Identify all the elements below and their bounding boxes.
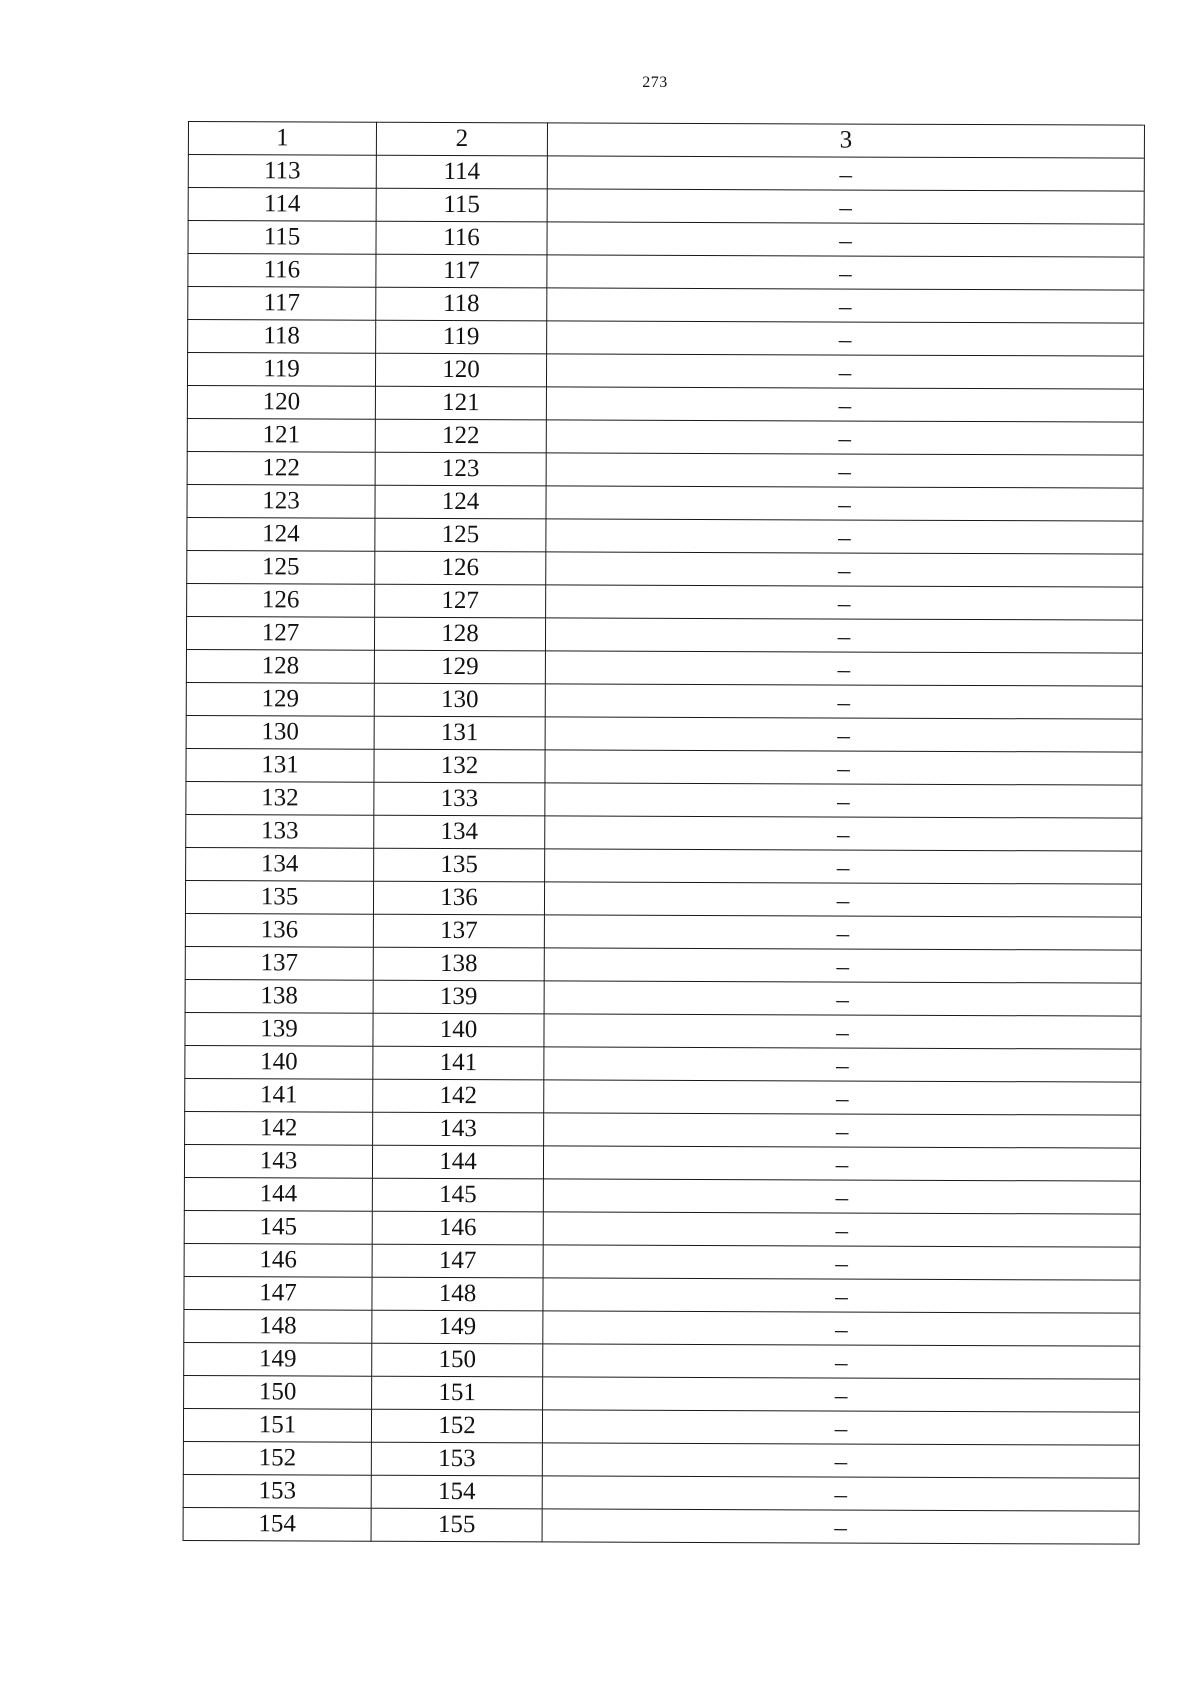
cell-col-1: 119 [187,353,375,387]
dash-mark: – [834,1415,848,1443]
table-row [187,353,1143,390]
dash-mark: – [839,260,852,288]
dash-mark: – [835,1118,849,1146]
cell-col-3 [547,222,1144,257]
cell-col-3 [543,1377,1140,1412]
cell-col-3 [545,717,1142,752]
cell-col-2: 147 [372,1244,543,1278]
table-row [186,748,1142,785]
table-row [183,1441,1139,1478]
table-row [186,847,1142,884]
table-row [188,287,1144,324]
dash-mark: – [836,1052,849,1080]
cell-col-2: 130 [374,683,545,717]
cell-col-2: 114 [376,155,547,189]
cell-col-3 [543,1344,1140,1379]
cell-col-1: 124 [187,517,375,551]
cell-col-1: 118 [188,320,376,354]
cell-col-3 [546,453,1143,488]
table-row [184,1276,1140,1313]
cell-col-2: 146 [372,1211,543,1245]
cell-col-2: 151 [372,1376,543,1410]
cell-col-2: 137 [373,914,544,948]
table-row [187,451,1143,488]
dash-mark: – [835,1151,849,1179]
dash-mark: – [837,557,851,585]
cell-col-1: 130 [186,715,374,749]
dash-mark: – [834,1514,847,1542]
cell-col-3 [544,1014,1141,1049]
table-row [186,715,1142,752]
table-row [184,1210,1140,1247]
cell-col-1: 136 [185,913,373,947]
cell-col-2: 141 [373,1046,544,1080]
cell-col-2: 123 [375,452,546,486]
cell-col-2: 150 [372,1343,543,1377]
cell-col-1: 132 [186,781,374,815]
dash-mark: – [837,656,851,684]
cell-col-2: 148 [372,1277,543,1311]
table-row [185,1012,1141,1049]
dash-mark: – [834,1382,848,1410]
cell-col-2: 135 [374,848,545,882]
cell-col-2: 128 [374,617,545,651]
cell-col-1: 144 [184,1177,372,1211]
cell-col-2: 136 [373,881,544,915]
cell-col-3 [545,816,1142,851]
cell-col-3 [545,618,1142,653]
cell-col-1: 152 [183,1441,371,1475]
table-row [184,1375,1140,1412]
cell-col-1: 154 [183,1507,371,1541]
table-row [187,385,1143,422]
table-row [188,320,1144,357]
cell-col-1: 150 [184,1375,372,1409]
dash-mark: – [837,689,851,717]
cell-col-2: 126 [375,551,546,585]
cell-col-3 [542,1476,1139,1511]
table-row [187,418,1143,455]
table-row [185,1078,1141,1115]
cell-col-1: 133 [186,814,374,848]
cell-col-1: 113 [188,155,376,189]
dash-mark: – [838,458,851,486]
cell-col-3 [544,948,1141,983]
dash-mark: – [838,524,851,552]
cell-col-3 [542,1410,1139,1445]
cell-col-3 [547,156,1144,191]
cell-col-3 [544,915,1141,950]
table-row [184,1144,1140,1181]
cell-col-2: 116 [376,221,547,255]
column-header-3: 3 [547,123,1144,158]
cell-col-3 [544,1113,1141,1148]
cell-col-2: 124 [375,485,546,519]
cell-col-3 [545,849,1142,884]
cell-col-2: 133 [374,782,545,816]
dash-mark: – [838,425,852,453]
cell-col-2: 152 [371,1409,542,1443]
table-row [184,1342,1140,1379]
table-row [186,682,1142,719]
table-body [183,122,1144,1545]
dash-mark: – [838,359,852,387]
cell-col-1: 116 [188,254,376,288]
cell-col-1: 122 [187,451,375,485]
dash-mark: – [838,326,852,354]
table-row [186,814,1142,851]
cell-col-3 [542,1509,1139,1544]
dash-mark: – [839,227,852,255]
cell-col-2: 117 [376,254,547,288]
column-header-1: 1 [188,122,376,156]
cell-col-3 [543,1311,1140,1346]
table-row [183,1474,1139,1511]
page-number: 273 [642,74,668,91]
table-header-row [188,122,1144,159]
cell-col-1: 137 [185,946,373,980]
cell-col-1: 126 [187,583,375,617]
cell-col-3 [546,519,1143,554]
cell-col-2: 129 [374,650,545,684]
cell-col-1: 123 [187,484,375,518]
cell-col-3 [545,651,1142,686]
cell-col-1: 115 [188,221,376,255]
cell-col-1: 145 [184,1210,372,1244]
cell-col-1: 128 [186,649,374,683]
cell-col-3 [547,321,1144,356]
cell-col-1: 121 [187,418,375,452]
cell-col-1: 143 [184,1144,372,1178]
cell-col-2: 119 [376,320,547,354]
cell-col-2: 134 [374,815,545,849]
cell-col-1: 120 [187,385,375,419]
dash-mark: – [836,821,850,849]
dash-mark: – [835,1217,849,1245]
dash-mark: – [836,1019,849,1047]
cell-col-1: 147 [184,1276,372,1310]
cell-col-3 [543,1245,1140,1280]
cell-col-2: 140 [373,1013,544,1047]
column-header-2: 2 [376,122,547,156]
table-row [183,1408,1139,1445]
dash-mark: – [834,1481,848,1509]
dash-mark: – [834,1448,848,1476]
cell-col-2: 138 [373,947,544,981]
table-row [185,1045,1141,1082]
cell-col-1: 139 [185,1012,373,1046]
cell-col-3 [547,255,1144,290]
cell-col-2: 154 [371,1475,542,1509]
dash-mark: – [837,590,851,618]
cell-col-3 [543,1179,1140,1214]
table-row [188,221,1144,258]
cell-col-2: 145 [372,1178,543,1212]
cell-col-1: 153 [183,1474,371,1508]
cell-col-3 [543,1146,1140,1181]
dash-mark: – [835,1250,848,1278]
dash-mark: – [838,392,852,420]
dash-mark: – [837,755,850,783]
cell-col-3 [547,189,1144,224]
cell-col-3 [546,387,1143,422]
cell-col-3 [545,750,1142,785]
cell-col-2: 125 [375,518,546,552]
cell-col-3 [547,288,1144,323]
table-row [185,1111,1141,1148]
cell-col-2: 143 [373,1112,544,1146]
cell-col-1: 140 [185,1045,373,1079]
cell-col-2: 131 [374,716,545,750]
cell-col-3 [543,1278,1140,1313]
cell-col-1: 149 [184,1342,372,1376]
dash-mark: – [837,623,851,651]
cell-col-1: 134 [186,847,374,881]
cell-col-2: 120 [375,353,546,387]
cell-col-3 [542,1443,1139,1478]
dash-mark: – [836,854,850,882]
cell-col-1: 141 [185,1078,373,1112]
cell-col-1: 114 [188,188,376,222]
dash-mark: – [836,953,850,981]
cell-col-1: 146 [184,1243,372,1277]
cell-col-3 [546,552,1143,587]
dash-mark: – [837,722,850,750]
dash-mark: – [835,1316,848,1344]
table-row [187,550,1143,587]
dash-mark: – [835,1184,849,1212]
cell-col-2: 142 [373,1079,544,1113]
dash-mark: – [835,1085,849,1113]
cell-col-1: 135 [185,880,373,914]
cell-col-2: 149 [372,1310,543,1344]
cell-col-2: 155 [371,1508,542,1542]
cell-col-2: 132 [374,749,545,783]
cell-col-3 [546,354,1143,389]
cell-col-1: 138 [185,979,373,1013]
dash-mark: – [836,887,850,915]
cell-col-2: 139 [373,980,544,1014]
cell-col-3 [545,783,1142,818]
table-row [187,583,1143,620]
cell-col-1: 127 [186,616,374,650]
cell-col-3 [546,420,1143,455]
table-row [185,979,1141,1016]
table-row [184,1177,1140,1214]
table-row [188,254,1144,291]
cell-col-3 [544,1080,1141,1115]
dash-mark: – [834,1349,848,1377]
dash-mark: – [835,1283,848,1311]
table-row [185,913,1141,950]
cell-col-1: 125 [187,550,375,584]
cell-col-1: 151 [183,1408,371,1442]
table-row [187,484,1143,521]
table-row [186,781,1142,818]
table-row [188,155,1144,192]
table-row [184,1309,1140,1346]
table-row [185,880,1141,917]
table-row [186,616,1142,653]
dash-mark: – [838,491,851,519]
cell-col-1: 129 [186,682,374,716]
cell-col-1: 131 [186,748,374,782]
dash-mark: – [838,293,852,321]
cell-col-1: 148 [184,1309,372,1343]
table-row [185,946,1141,983]
dash-mark: – [839,161,853,189]
table-row [188,188,1144,225]
cell-col-3 [544,981,1141,1016]
cell-col-1: 117 [188,287,376,321]
cell-col-2: 122 [375,419,546,453]
dash-mark: – [839,194,852,222]
data-table [183,121,1145,1545]
table-row [187,517,1143,554]
table-row [183,1507,1139,1544]
cell-col-1: 142 [185,1111,373,1145]
cell-col-2: 118 [376,287,547,321]
cell-col-3 [544,1047,1141,1082]
cell-col-2: 127 [375,584,546,618]
cell-col-2: 153 [371,1442,542,1476]
cell-col-3 [546,585,1143,620]
table-row [186,649,1142,686]
cell-col-2: 121 [375,386,546,420]
cell-col-2: 144 [372,1145,543,1179]
cell-col-3 [545,684,1142,719]
dash-mark: – [836,920,850,948]
dash-mark: – [836,986,849,1014]
cell-col-3 [543,1212,1140,1247]
cell-col-3 [546,486,1143,521]
table-row [184,1243,1140,1280]
dash-mark: – [837,788,850,816]
cell-col-2: 115 [376,188,547,222]
cell-col-3 [544,882,1141,917]
